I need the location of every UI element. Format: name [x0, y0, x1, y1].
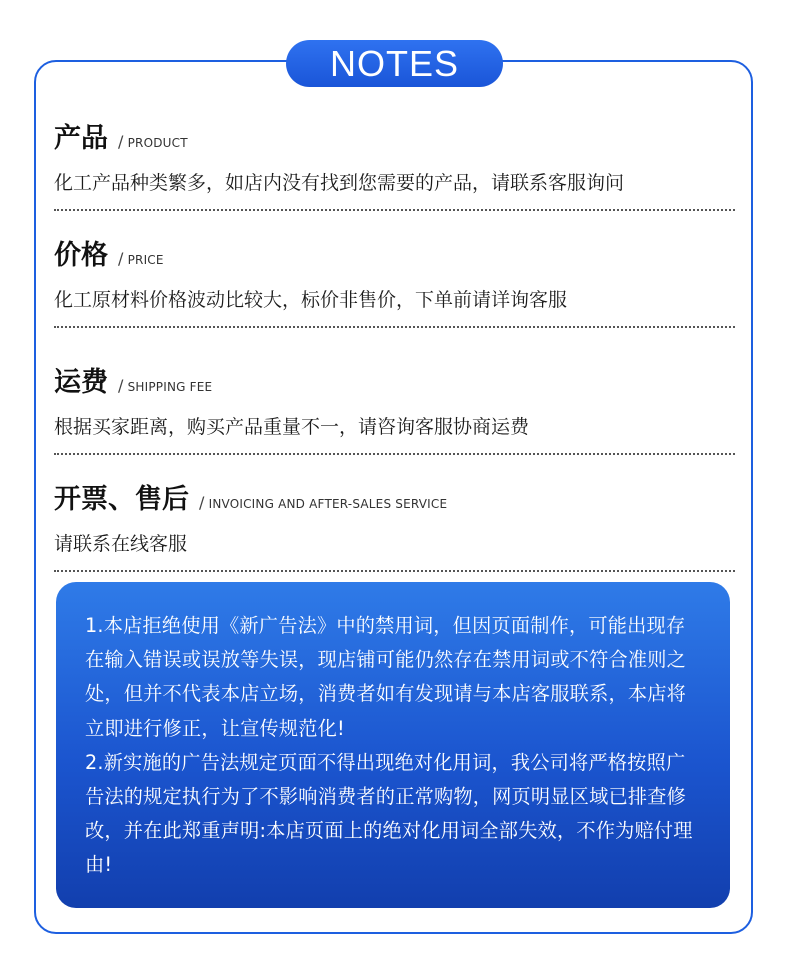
section-body: 化工产品种类繁多，如店内没有找到您需要的产品，请联系客服询问 [54, 172, 625, 194]
dotted-divider [54, 209, 735, 211]
section-title: 价格 [54, 240, 108, 271]
section-price [54, 233, 735, 328]
notes-title: NOTES [329, 42, 459, 84]
section-title: 开票、售后 [54, 484, 189, 515]
section-subtitle: / PRODUCT [118, 132, 188, 151]
section-product [54, 116, 735, 211]
section-subtitle: / SHIPPING FEE [118, 376, 213, 395]
section-subtitle: / PRICE [118, 249, 164, 268]
section-shipping-fee [54, 360, 735, 455]
dotted-divider [54, 326, 735, 328]
section-body: 化工原材料价格波动比较大，标价非售价，下单前请详询客服 [54, 289, 568, 311]
section-subtitle: / INVOICING AND AFTER-SALES SERVICE [199, 493, 448, 512]
section-body: 根据买家距离，购买产品重量不一，请咨询客服协商运费 [54, 416, 530, 438]
dotted-divider [54, 453, 735, 455]
section-title: 运费 [54, 367, 108, 398]
section-invoicing-after-sales [54, 477, 735, 572]
disclaimer-paragraph-1: 1.本店拒绝使用《新广告法》中的禁用词，但因页面制作，可能出现存在输入错误或误放等失误，现店铺可能仍然存在禁用词或不符合准则之处，但并不代表本店立场，消费者如有发现请与本店客服联系，本店将立即进行修正，让宣传规范化! [85, 614, 687, 740]
dotted-divider [54, 570, 735, 572]
disclaimer-box [56, 582, 730, 908]
section-title: 产品 [54, 123, 108, 154]
section-body: 请联系在线客服 [54, 533, 188, 555]
disclaimer-paragraph-2: 2.新实施的广告法规定页面不得出现绝对化用词，我公司将严格按照广告法的规定执行为了不影响消费者的正常购物，网页明显区域已排查修改，并在此郑重声明:本店页面上的绝对化用词全部失效，不作为赔付理由! [85, 750, 693, 877]
notes-title-badge [286, 40, 503, 87]
